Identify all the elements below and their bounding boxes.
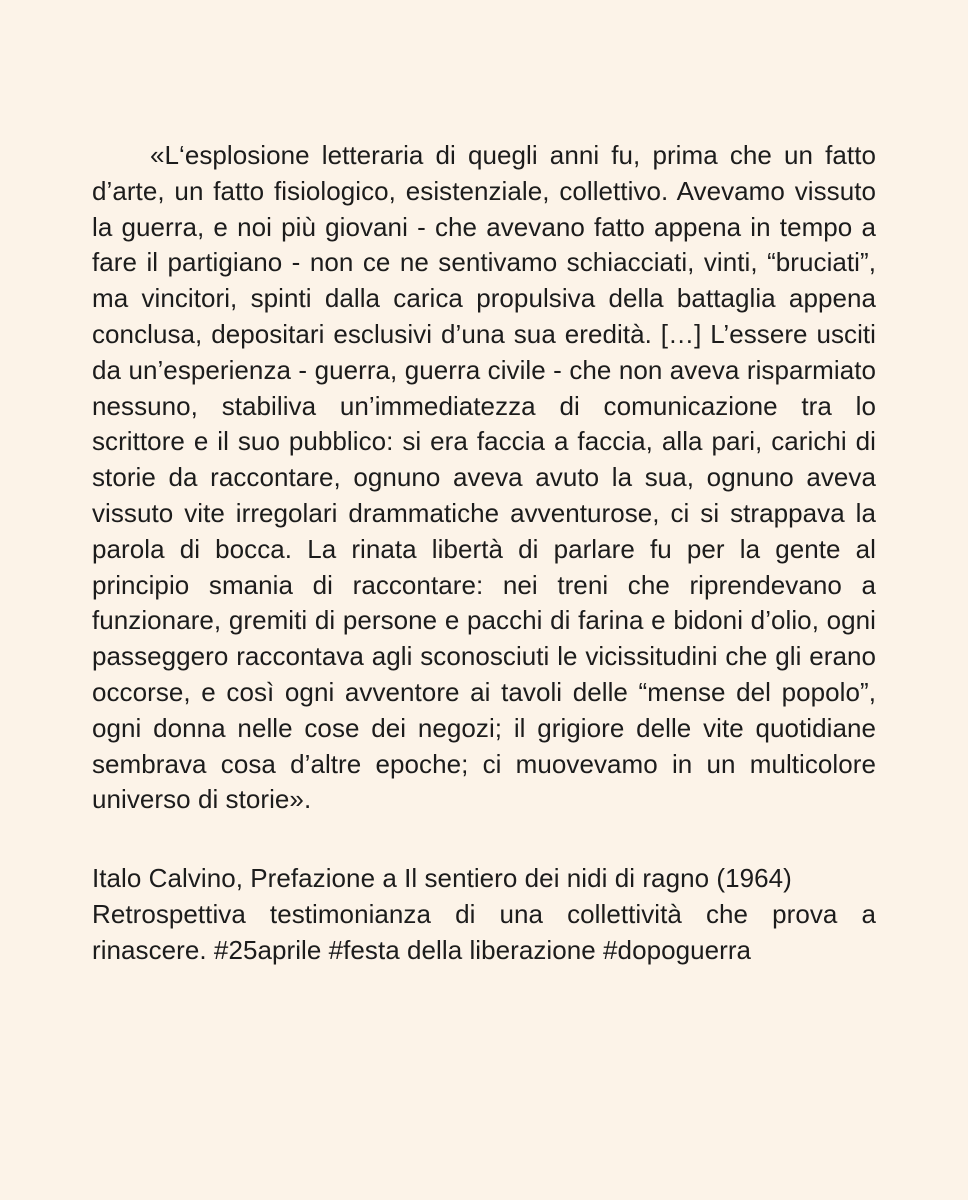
- quote-source: Italo Calvino, Prefazione a Il sentiero dei nidi di ragno (1964): [92, 863, 792, 894]
- attribution-block: [92, 861, 876, 968]
- quote-text: «L‘esplosione letteraria di quegli anni fu, prima che un fatto d’arte, un fatto fisiologico, esistenziale, collettivo. Avevamo vissuto la guerra, e noi più giovani - che avevano fatto appena in tempo a fare il partigiano - non ce ne sentivamo schiacciati, vinti, “bruciati”, ma vincitori, spinti dalla carica propulsiva della battaglia appena conclusa, depositari esclusivi d’una sua eredità. […] L’essere usciti da un’esperienza - guerra, guerra civile - che non aveva risparmiato nessuno, stabiliva un’immediatezza di comunicazione tra lo scrittore e il suo pubblico: si era faccia a faccia, alla pari, carichi di storie da raccontare, ognuno aveva avuto la sua, ognuno aveva vissuto vite irregolari drammatiche avventurose, ci si strappava la parola di bocca. La rinata libertà di parlare fu per la gente al principio smania di raccontare: nei treni che riprendevano a funzionare, gremiti di persone e pacchi di farina e bidoni d’olio, ogni passeggero raccontava agli sconosciuti le vicissitudini che gli erano occorse, e così ogni avventore ai tavoli delle “mense del popolo”, ogni donna nelle cose dei negozi; il grigiore delle vite quotidiane sembrava cosa d’altre epoche; ci muovevamo in un multicolore universo di storie».: [92, 140, 876, 815]
- post-caption: Retrospettiva testimonianza di una collettività che prova a rinascere. #25aprile #festa della liberazione #dopoguerra: [92, 898, 876, 965]
